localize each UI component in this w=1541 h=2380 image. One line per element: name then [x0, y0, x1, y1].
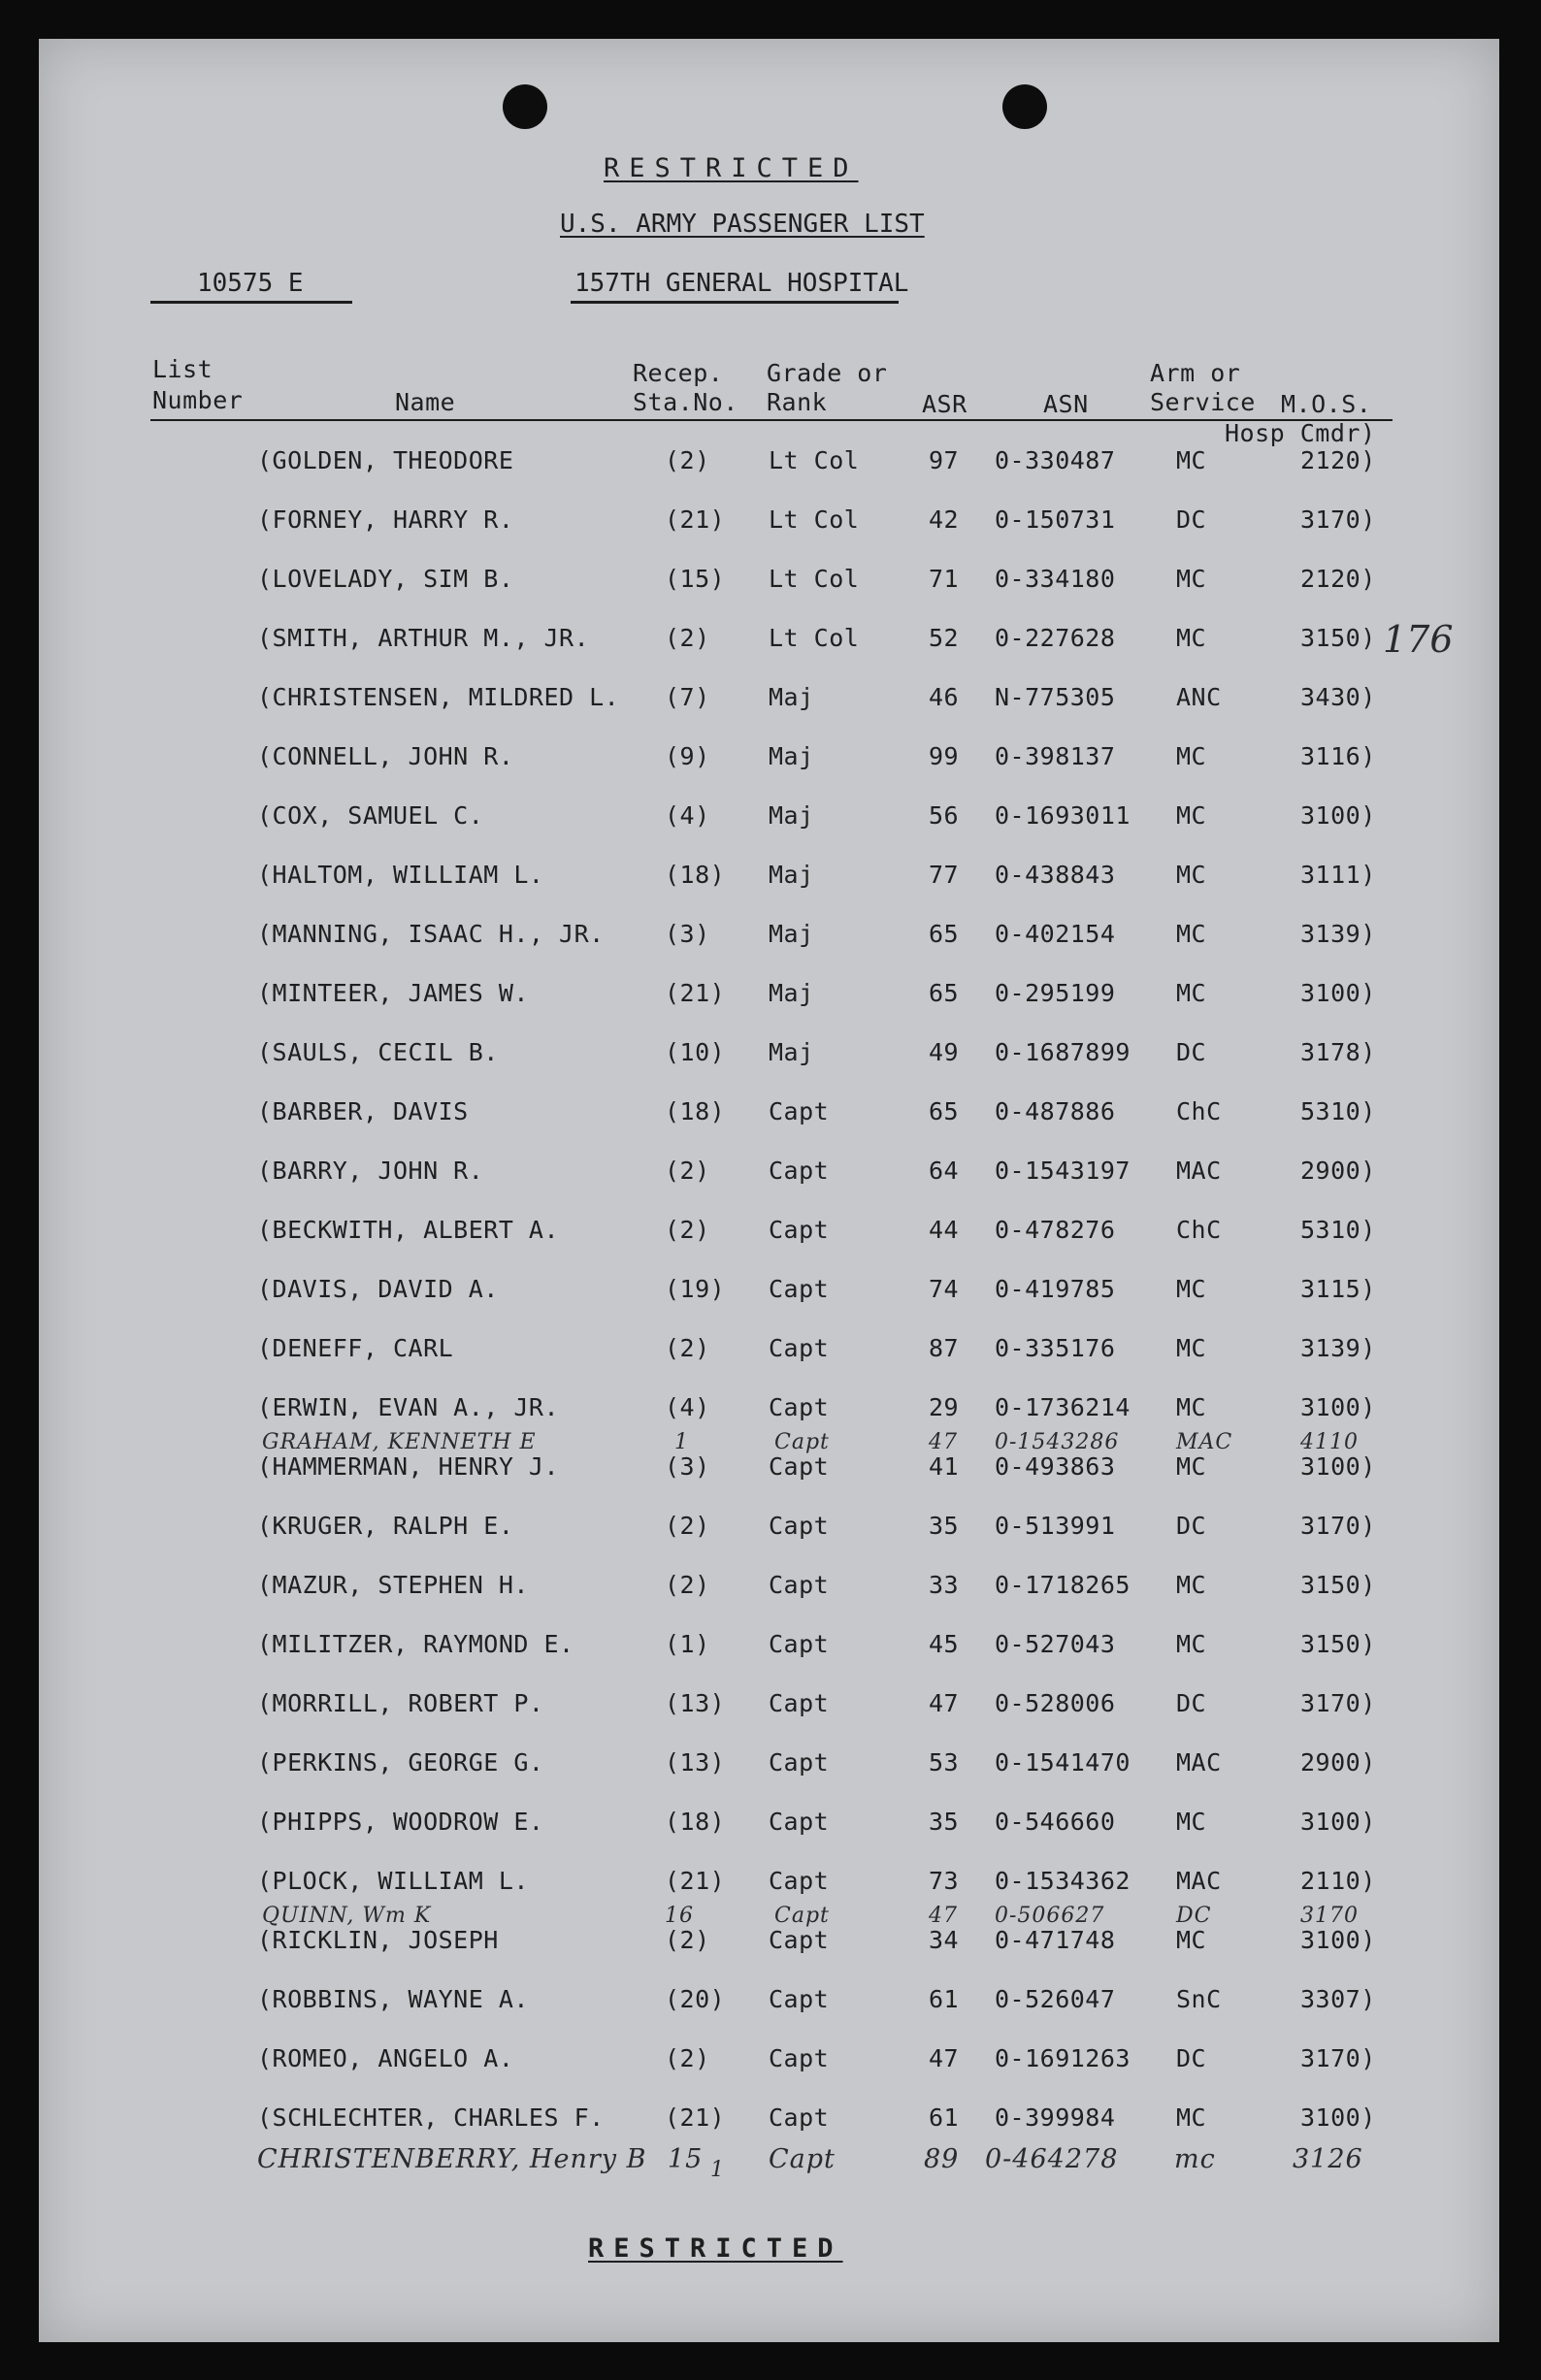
list-id: 10575 E [197, 269, 304, 298]
mos: 3170) [1300, 505, 1376, 534]
table-row [39, 1097, 1499, 1136]
passenger-name: (HALTOM, WILLIAM L. [257, 861, 544, 889]
arm-service: MC [1176, 624, 1207, 652]
mos: 3307) [1300, 1985, 1376, 2013]
arm-service: MC [1176, 979, 1207, 1007]
station-no: (2) [665, 624, 710, 652]
arm-service: ChC [1176, 1097, 1222, 1125]
asr: 47 [929, 1689, 960, 1717]
arm-service: MAC [1176, 1430, 1233, 1454]
document-page [39, 39, 1499, 2342]
rank: Maj [769, 742, 814, 770]
station-no: (2) [665, 1216, 710, 1244]
mos: 3111) [1300, 861, 1376, 889]
asn: 0-399984 [995, 2103, 1116, 2132]
station-no: (4) [665, 1393, 710, 1421]
table-row [39, 1630, 1499, 1669]
arm-service: MC [1176, 742, 1207, 770]
asr: 49 [929, 1038, 960, 1066]
asn: 0-330487 [995, 446, 1116, 474]
asr: 56 [929, 801, 960, 830]
arm-service: SnC [1176, 1985, 1222, 2013]
asr: 77 [929, 861, 960, 889]
station-no: (1) [665, 1630, 710, 1658]
arm-service: MC [1176, 1452, 1207, 1481]
asr: 64 [929, 1157, 960, 1185]
rank: Capt [769, 1097, 830, 1125]
station-no: (2) [665, 1926, 710, 1954]
station-no: 16 [665, 1904, 694, 1928]
table-row [39, 801, 1499, 840]
rank: Capt [769, 1808, 830, 1836]
col-list-number-1: List [152, 355, 213, 383]
mos: 3430) [1300, 683, 1376, 711]
table-row [39, 1334, 1499, 1373]
rank: Capt [769, 2044, 830, 2072]
punch-hole-right [1002, 84, 1047, 129]
rank: Capt [769, 1985, 830, 2013]
mos: 3178) [1300, 1038, 1376, 1066]
rank: Lt Col [769, 565, 860, 593]
asr: 61 [929, 2103, 960, 2132]
passenger-name: (SCHLECHTER, CHARLES F. [257, 2103, 605, 2132]
passenger-name: (MINTEER, JAMES W. [257, 979, 529, 1007]
asr: 65 [929, 1097, 960, 1125]
rank: Capt [769, 2103, 830, 2132]
arm-service: DC [1176, 1689, 1207, 1717]
arm-service: MC [1176, 920, 1207, 948]
mos: 3150) [1300, 1630, 1376, 1658]
arm-service: MC [1176, 1926, 1207, 1954]
asr: 74 [929, 1275, 960, 1303]
asn: 0-227628 [995, 624, 1116, 652]
rank: Capt [769, 1689, 830, 1717]
rank: Capt [769, 1512, 830, 1540]
station-no: (2) [665, 2044, 710, 2072]
arm-service: DC [1176, 1512, 1207, 1540]
station-no: (15) [665, 565, 726, 593]
asr: 87 [929, 1334, 960, 1362]
table-row [39, 565, 1499, 603]
mos: 2900) [1300, 1157, 1376, 1185]
table-row [39, 446, 1499, 485]
table-row [39, 1926, 1499, 1965]
rank: Capt [769, 1334, 830, 1362]
table-row [39, 1867, 1499, 1906]
mos: 3139) [1300, 920, 1376, 948]
arm-service: MAC [1176, 1748, 1222, 1777]
station-no: (13) [665, 1748, 726, 1777]
asr: 34 [929, 1926, 960, 1954]
mos: 3100) [1300, 801, 1376, 830]
mos: 3100) [1300, 1452, 1376, 1481]
station-no: (3) [665, 920, 710, 948]
col-mos: M.O.S. [1281, 390, 1372, 418]
station-no: (4) [665, 801, 710, 830]
asn: 0-1736214 [995, 1393, 1131, 1421]
passenger-name: (KRUGER, RALPH E. [257, 1512, 514, 1540]
rank: Capt [769, 1926, 830, 1954]
list-id-underline [150, 301, 352, 304]
asr: 89 [924, 2144, 960, 2174]
mos: 2120) [1300, 446, 1376, 474]
mos: 5310) [1300, 1097, 1376, 1125]
station-no: (10) [665, 1038, 726, 1066]
mos: 3170) [1300, 2044, 1376, 2072]
passenger-name: (SMITH, ARTHUR M., JR. [257, 624, 590, 652]
station-no: (18) [665, 861, 726, 889]
mos: 3150) [1300, 1571, 1376, 1599]
mos: 5310) [1300, 1216, 1376, 1244]
rank: Lt Col [769, 505, 860, 534]
asn: 0-513991 [995, 1512, 1116, 1540]
arm-service: MC [1176, 1808, 1207, 1836]
mos: 3100) [1300, 1393, 1376, 1421]
arm-service: MC [1176, 1334, 1207, 1362]
handwritten-row [39, 2144, 1499, 2183]
rank: Capt [774, 1904, 830, 1928]
punch-hole-left [503, 84, 547, 129]
passenger-name: (ROMEO, ANGELO A. [257, 2044, 514, 2072]
arm-service: MC [1176, 801, 1207, 830]
passenger-name: (RICKLIN, JOSEPH [257, 1926, 499, 1954]
asn: 0-150731 [995, 505, 1116, 534]
asr: 47 [929, 1904, 958, 1928]
header-rule [150, 419, 1393, 421]
asr: 61 [929, 1985, 960, 2013]
arm-service: MC [1176, 1571, 1207, 1599]
rank: Capt [769, 1452, 830, 1481]
mos: 3126 [1293, 2144, 1363, 2174]
passenger-name: (MANNING, ISAAC H., JR. [257, 920, 605, 948]
asn: 0-526047 [995, 1985, 1116, 2013]
passenger-name: (PERKINS, GEORGE G. [257, 1748, 544, 1777]
asn: 0-402154 [995, 920, 1116, 948]
rank: Lt Col [769, 446, 860, 474]
passenger-name: (DENEFF, CARL [257, 1334, 454, 1362]
asn: 0-335176 [995, 1334, 1116, 1362]
arm-service: MC [1176, 1275, 1207, 1303]
table-row [39, 1808, 1499, 1846]
col-arm-2: Service [1150, 388, 1256, 416]
passenger-name: QUINN, Wm K [262, 1904, 432, 1928]
station-no: (18) [665, 1097, 726, 1125]
table-row [39, 1038, 1499, 1077]
rank: Capt [769, 1157, 830, 1185]
rank: Capt [769, 1867, 830, 1895]
arm-service: MC [1176, 1630, 1207, 1658]
col-asn: ASN [1043, 390, 1089, 418]
asr: 35 [929, 1512, 960, 1540]
asr: 65 [929, 920, 960, 948]
col-grade-1: Grade or [767, 359, 888, 387]
asn: 0-398137 [995, 742, 1116, 770]
rank: Maj [769, 861, 814, 889]
passenger-name: (MILITZER, RAYMOND E. [257, 1630, 574, 1658]
station-no: (21) [665, 1867, 726, 1895]
passenger-name: (CONNELL, JOHN R. [257, 742, 514, 770]
rank: Capt [769, 2144, 836, 2174]
passenger-name: (BARRY, JOHN R. [257, 1157, 484, 1185]
mos: 2110) [1300, 1867, 1376, 1895]
station-no: (2) [665, 1157, 710, 1185]
station-no: (3) [665, 1452, 710, 1481]
asn: 0-464278 [985, 2144, 1119, 2174]
asr: 41 [929, 1452, 960, 1481]
table-row [39, 1452, 1499, 1491]
asr: 53 [929, 1748, 960, 1777]
station-no: (21) [665, 979, 726, 1007]
arm-service: MC [1176, 1393, 1207, 1421]
table-row [39, 1985, 1499, 2024]
mos: 3100) [1300, 979, 1376, 1007]
col-name: Name [395, 388, 456, 416]
asr: 45 [929, 1630, 960, 1658]
table-row [39, 1748, 1499, 1787]
station-no: 15 [668, 2144, 704, 2174]
mos: 3100) [1300, 2103, 1376, 2132]
table-row [39, 683, 1499, 722]
asr: 71 [929, 565, 960, 593]
passenger-name: (MAZUR, STEPHEN H. [257, 1571, 529, 1599]
arm-service: ANC [1176, 683, 1222, 711]
asr: 97 [929, 446, 960, 474]
arm-service: DC [1176, 505, 1207, 534]
table-row [39, 2044, 1499, 2083]
asr: 47 [929, 1430, 958, 1454]
asn: 0-1693011 [995, 801, 1131, 830]
table-row [39, 2103, 1499, 2142]
rank: Capt [769, 1393, 830, 1421]
table-row [39, 742, 1499, 781]
asn: 0-527043 [995, 1630, 1116, 1658]
asr: 29 [929, 1393, 960, 1421]
arm-service: MC [1176, 2103, 1207, 2132]
passenger-name: CHRISTENBERRY, Henry B [257, 2144, 647, 2174]
rank: Maj [769, 1038, 814, 1066]
arm-service: ChC [1176, 1216, 1222, 1244]
station-no: (2) [665, 1334, 710, 1362]
rank: Maj [769, 920, 814, 948]
asn: 0-493863 [995, 1452, 1116, 1481]
asr: 65 [929, 979, 960, 1007]
asr: 52 [929, 624, 960, 652]
mos: 3170) [1300, 1689, 1376, 1717]
table-row [39, 1275, 1499, 1314]
asr: 47 [929, 2044, 960, 2072]
asr: 73 [929, 1867, 960, 1895]
rank: Capt [769, 1275, 830, 1303]
passenger-name: (LOVELADY, SIM B. [257, 565, 514, 593]
passenger-name: (ROBBINS, WAYNE A. [257, 1985, 529, 2013]
asn: 0-334180 [995, 565, 1116, 593]
unit-underline [571, 301, 899, 304]
asn: 0-295199 [995, 979, 1116, 1007]
rank: Capt [769, 1216, 830, 1244]
arm-service: MC [1176, 565, 1207, 593]
table-row [39, 1512, 1499, 1550]
station-no: (21) [665, 505, 726, 534]
mos: 3170 [1300, 1904, 1359, 1928]
station-no: (9) [665, 742, 710, 770]
asn: 0-1691263 [995, 2044, 1131, 2072]
mos: 3139) [1300, 1334, 1376, 1362]
table-row [39, 1571, 1499, 1610]
asn: 0-478276 [995, 1216, 1116, 1244]
rank: Maj [769, 683, 814, 711]
station-no: 1 [674, 1430, 689, 1454]
passenger-name: (SAULS, CECIL B. [257, 1038, 499, 1066]
passenger-name: GRAHAM, KENNETH E [262, 1430, 537, 1454]
col-grade-2: Rank [767, 388, 828, 416]
col-hosp-cmdr: Hosp Cmdr) [1225, 419, 1376, 447]
rank: Maj [769, 801, 814, 830]
restricted-heading-bottom: RESTRICTED [588, 2233, 843, 2264]
asn: 0-487886 [995, 1097, 1116, 1125]
table-row [39, 861, 1499, 899]
mos: 3116) [1300, 742, 1376, 770]
table-row [39, 1689, 1499, 1728]
passenger-name: (MORRILL, ROBERT P. [257, 1689, 544, 1717]
mos: 4110 [1300, 1430, 1359, 1454]
asn: 0-1541470 [995, 1748, 1131, 1777]
station-no: (19) [665, 1275, 726, 1303]
arm-service: DC [1176, 2044, 1207, 2072]
asn: 0-438843 [995, 861, 1116, 889]
asn: 0-528006 [995, 1689, 1116, 1717]
asn: 0-471748 [995, 1926, 1116, 1954]
arm-service: mc [1174, 2144, 1216, 2174]
col-recep-1: Recep. [633, 359, 724, 387]
station-no: (2) [665, 1512, 710, 1540]
passenger-name: (BECKWITH, ALBERT A. [257, 1216, 560, 1244]
passenger-name: (COX, SAMUEL C. [257, 801, 484, 830]
mos: 3150) [1300, 624, 1376, 652]
station-no: (2) [665, 1571, 710, 1599]
mos: 3100) [1300, 1808, 1376, 1836]
asn: 0-1543197 [995, 1157, 1131, 1185]
passenger-name: (FORNEY, HARRY R. [257, 505, 514, 534]
asn: 0-1534362 [995, 1867, 1131, 1895]
passenger-name: (BARBER, DAVIS [257, 1097, 469, 1125]
table-row [39, 1157, 1499, 1195]
table-row [39, 505, 1499, 544]
arm-service: MAC [1176, 1157, 1222, 1185]
passenger-name: (PHIPPS, WOODROW E. [257, 1808, 544, 1836]
document-title: U.S. ARMY PASSENGER LIST [560, 210, 925, 239]
table-row [39, 1216, 1499, 1255]
asr: 99 [929, 742, 960, 770]
unit-name: 157TH GENERAL HOSPITAL [574, 269, 909, 298]
arm-service: DC [1176, 1038, 1207, 1066]
rank: Capt [774, 1430, 830, 1454]
station-no: (20) [665, 1985, 726, 2013]
asn: 0-419785 [995, 1275, 1116, 1303]
mos: 2900) [1300, 1748, 1376, 1777]
table-row [39, 1393, 1499, 1432]
arm-service: DC [1176, 1904, 1212, 1928]
asr: 42 [929, 505, 960, 534]
passenger-name: (ERWIN, EVAN A., JR. [257, 1393, 560, 1421]
col-list-number-2: Number [152, 386, 244, 414]
table-row [39, 920, 1499, 959]
asn: 0-1687899 [995, 1038, 1131, 1066]
col-asr: ASR [922, 390, 967, 418]
rank: Capt [769, 1630, 830, 1658]
rank: Capt [769, 1748, 830, 1777]
passenger-name: (DAVIS, DAVID A. [257, 1275, 499, 1303]
mos: 3115) [1300, 1275, 1376, 1303]
mos: 2120) [1300, 565, 1376, 593]
asn: 0-546660 [995, 1808, 1116, 1836]
passenger-name: (PLOCK, WILLIAM L. [257, 1867, 529, 1895]
asn: N-775305 [995, 683, 1116, 711]
station-extra-mark: 1 [710, 2158, 725, 2182]
mos: 3170) [1300, 1512, 1376, 1540]
table-row [39, 624, 1499, 663]
station-no: (18) [665, 1808, 726, 1836]
rank: Lt Col [769, 624, 860, 652]
restricted-heading-top: RESTRICTED [604, 153, 859, 183]
asn: 0-506627 [995, 1904, 1105, 1928]
passenger-name: (GOLDEN, THEODORE [257, 446, 514, 474]
mos: 3100) [1300, 1926, 1376, 1954]
col-arm-1: Arm or [1150, 359, 1241, 387]
asn: 0-1543286 [995, 1430, 1120, 1454]
col-recep-2: Sta.No. [633, 388, 738, 416]
asr: 35 [929, 1808, 960, 1836]
rank: Maj [769, 979, 814, 1007]
table-row [39, 979, 1499, 1018]
station-no: (13) [665, 1689, 726, 1717]
station-no: (7) [665, 683, 710, 711]
arm-service: MC [1176, 861, 1207, 889]
margin-handwritten-number: 176 [1383, 618, 1454, 661]
asr: 44 [929, 1216, 960, 1244]
station-no: (21) [665, 2103, 726, 2132]
asr: 33 [929, 1571, 960, 1599]
rank: Capt [769, 1571, 830, 1599]
passenger-name: (HAMMERMAN, HENRY J. [257, 1452, 560, 1481]
arm-service: MAC [1176, 1867, 1222, 1895]
asr: 46 [929, 683, 960, 711]
passenger-name: (CHRISTENSEN, MILDRED L. [257, 683, 620, 711]
arm-service: MC [1176, 446, 1207, 474]
station-no: (2) [665, 446, 710, 474]
asn: 0-1718265 [995, 1571, 1131, 1599]
